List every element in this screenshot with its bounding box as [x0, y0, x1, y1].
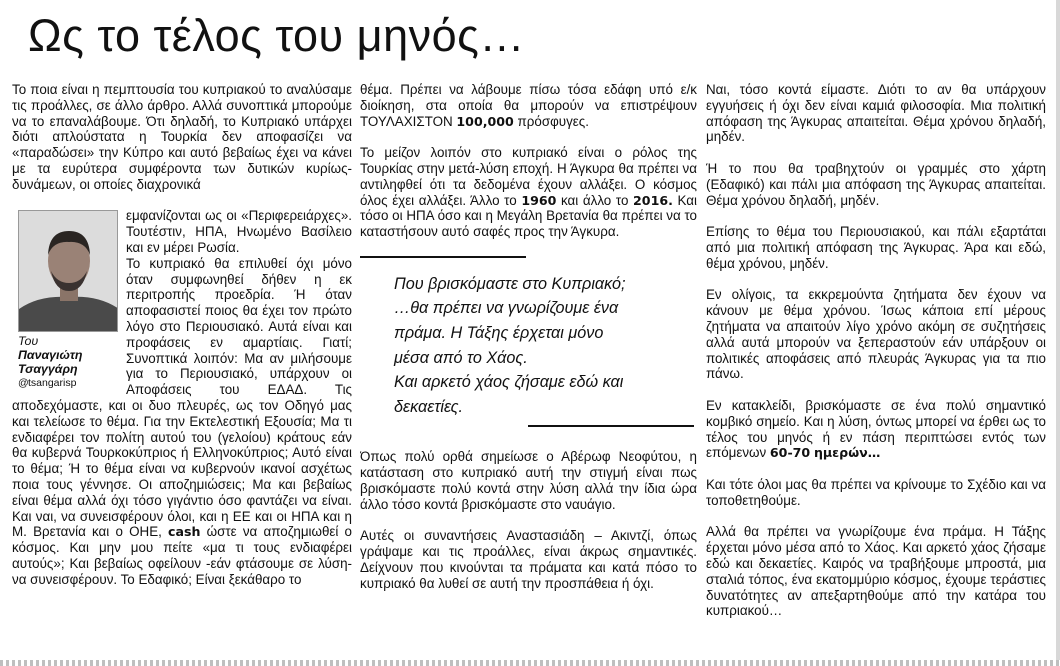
col1-paragraph-1 [12, 82, 352, 193]
col3-paragraph-5: Εν κατακλείδι, βρισκόμαστε σε ένα πολύ σημαντικό κομβικό σημείο. Και η λύση, όντως μπορεί να έρθει ως το τέλος του μηνός ή εν πάση περιπτώσει εντός των επόμενων 60-70 ημερών… [706, 397, 1046, 461]
pullquote [360, 272, 697, 420]
article-column-1 [12, 82, 352, 652]
col2-paragraph-4: Αυτές οι συναντήσεις Αναστασιάδη – Ακιντζί, όπως γράψαμε και τις προάλλες, είναι άκρως σημαντικές. Δείχνουν που κινούνται τα πράματα και κατά πόσο το κυπριακό θα λυθεί σε αυτή την προσπάθεια ή όχι. [360, 528, 697, 591]
col3-paragraph-7: Αλλά θα πρέπει να γνωρίζουμε ένα πράμα. Η Τάξης έρχεται μόνο μέσα από το Χάος. Και αρκετό χάος ζήσαμε εδώ και δεκαετίες. Καιρός να τραβήξουμε μπροστά, μια σταλιά τόπος, ένα εκατομμύριο κόσμος, έχουμε τεράστιες δυνατότητες αν απεξαρτηθούμε από την κατάρα του κυπριακού… [706, 524, 1046, 619]
col2-paragraph-2: Το μείζον λοιπόν στο κυπριακό είναι ο ρόλος της Τουρκίας στην μετά-λύση εποχή. Η Άγκυρα θα πρέπει να αντιληφθεί ότι τα δεδομένα έχουν αλλάξει. Ο κόσμος όλος έχει αλλάξει. Άλλο το 1960 και άλλο το 2016. Και τόσο οι ΗΠΑ όσο και η Μεγάλη Βρετανία θα πρέπει να το καταστήσουν αυτό σαφές προς την Άγκυρα. [360, 145, 697, 240]
col1-paragraph-2: Το κυπριακό θα επιλυθεί όχι μόνο όταν συμφωνηθεί δήθεν η εκ περιτροπής προεδρία. Ή όταν αποφασιστεί ποιος θα έχει τον πρώτο λόγο στο Περιουσιακό. Αυτά είναι και προφάσεις εν αμαρτίαις. Γιατί; Συνοπτικά λοιπόν: Μα αν μιλήσουμε για το Περιουσιακό, υπάρχουν οι Αποφάσεις του ΕΔΑΔ. Τις αποδεχόμαστε, και οι δυο πλευρές, ως τον Οδηγό μας και τελείωσε το θέμα. Για την Εκτελεστική Εξουσία; Μα τι ενδιαφέρει τον πολίτη αυτού του (γελοίου) κράτους εάν θα κυβερνά Τουρκοκύπριος ή Ελληνοκύπριος; Αυτό είναι το θέμα; Ή το θέμα είναι να κυβερνούν ικανοί ασχέτως ποια τους γέννησε. Οι αποζημιώσεις; Μα και βεβαίως είναι θέμα αλλά όχι τόσο γιγάντιο όσο φαντάζει να είναι. Και ναι, να συνεισφέρουν όλοι, και η ΕΕ και οι ΗΠΑ και η Μ. Βρετανία και ο ΟΗΕ, cash ώστε να αποζημιωθεί ο κόσμος. Και μην μου πείτε «μα τι τους ενδιαφέρει αυτούς»; Και βεβαίως οφείλουν -εάν φτάσουμε σε λύση- να συνεισφέρουν. Το Εδαφικό; Είναι ξεκάθαρο το [12, 255, 352, 587]
year-1960: 1960 [521, 192, 557, 208]
author-name-last: Τσαγγάρη [18, 362, 78, 377]
pullquote-rule-bottom [528, 425, 694, 427]
col1-p1-text-a: Το ποια είναι η πεμπτουσία του κυπριακού το αναλύσαμε τις προάλλες, σε άλλο άρθρο. Αλλά συνοπτικά μπορούμε να το επαναλάβουμε. Ότι δηλαδή, το Κυπριακό υπάρχει διότι απλούστατα η Τουρκία δεν αποφασίζει να «παραδώσει» την Κύπρο και αυτό βεβαίως έχει να κάνει με τα ευρύτερα συμφέροντα των δυτικών κυρίως- δυνάμεων, οι οποίες διαχρονικά [12, 82, 352, 192]
page-bottom-border [0, 660, 1060, 666]
page-right-border [1056, 0, 1060, 666]
pullquote-line: πράμα. Η Τάξης έρχεται μόνο [394, 323, 604, 342]
article-headline: Ως το τέλος του μηνός… [28, 10, 525, 61]
refugee-count: 100,000 [456, 113, 514, 129]
author-name-first: Παναγιώτη [18, 348, 83, 363]
col3-paragraph-6: Και τότε όλοι μας θα πρέπει να κρίνουμε το Σχέδιο και να τοποθετηθούμε. [706, 476, 1046, 508]
pullquote-line: Και αρκετό χάος ζήσαμε εδώ και [394, 373, 624, 392]
days-range: 60-70 [769, 445, 811, 461]
pullquote-line: …θα πρέπει να γνωρίζουμε ένα [394, 299, 619, 318]
pullquote-line: Που βρισκόμαστε στο Κυπριακό; [394, 274, 626, 293]
col3-paragraph-1: Ναι, τόσο κοντά είμαστε. Διότι το αν θα υπάρχουν εγγυήσεις ή όχι δεν είναι καμιά φιλοσοφία. Μια πολιτική απόφαση της Άγκυρας απαιτείται. Θέμα χρόνου δηλαδή, μηδέν. [706, 82, 1046, 145]
col2-paragraph-3: Όπως πολύ ορθά σημείωσε ο Αβέρωφ Νεοφύτου, η κατάσταση στο κυπριακό αυτή την στιγμή είναι πως βρισκόμαστε πολύ κοντά στην λύση αλλά την ίδια ώρα άλλο τόσο κοντά βρισκόμαστε στο ναυάγιο. [360, 449, 697, 512]
col3-paragraph-3: Επίσης το θέμα του Περιουσιακού, και πάλι εξαρτάται από μια πολιτική απόφαση της Άγκυρας. Άρα και εδώ, θέμα χρόνου, μηδέν. [706, 224, 1046, 271]
pullquote-line: δεκαετίες. [394, 397, 464, 416]
year-2016: 2016. [633, 192, 673, 208]
col3-paragraph-4: Εν ολίγοις, τα εκκρεμούντα ζητήματα δεν έχουν να κάνουν με θέμα χρόνου. Ίσως κάποια επί μέρους ζητήματα να απαιτούν λίγο χρόνο ακόμη σε συζητήσεις αλλά αυτά μπορούν να ξεπεραστούν εάν υπάρξουν οι πολιτικές αποφάσεις από πλευράς Άγκυρας για τα πιο πάνω. [706, 287, 1046, 382]
pullquote-rule-top [360, 256, 526, 258]
article-column-2 [360, 82, 697, 652]
article-column-3 [706, 82, 1046, 652]
byline-prefix: Του [18, 334, 39, 349]
author-byline [12, 210, 118, 390]
col3-paragraph-2: Ή το που θα τραβηχτούν οι γραμμές στο χάρτη (Εδαφικό) και πάλι μια απόφαση της Άγκυρας απαιτείται. Θέμα χρόνου δηλαδή, μηδέν. [706, 160, 1046, 208]
at-icon: @ [18, 377, 29, 390]
cash-word: cash [168, 524, 201, 540]
col2-paragraph-1: θέμα. Πρέπει να λάβουμε πίσω τόσα εδάφη υπό ε/κ διοίκηση, στα οποία θα μπορούν να επιστρέψουν ΤΟΥΛΑΧΙΣΤΟΝ 100,000 πρόσφυγες. [360, 82, 697, 129]
col1-paragraph-1-cont: εμφανίζονται ως οι «Περιφερειάρχες». Τουτέστιν, ΗΠΑ, Ηνωμένο Βασίλειο και εν μέρει Ρωσία. [126, 208, 352, 255]
byline-text [18, 334, 118, 390]
author-twitter-handle: @tsangarisp [18, 377, 77, 390]
byline-wrap [12, 208, 352, 587]
author-photo [18, 210, 118, 332]
pullquote-line: μέσα από το Χάος. [394, 348, 528, 367]
